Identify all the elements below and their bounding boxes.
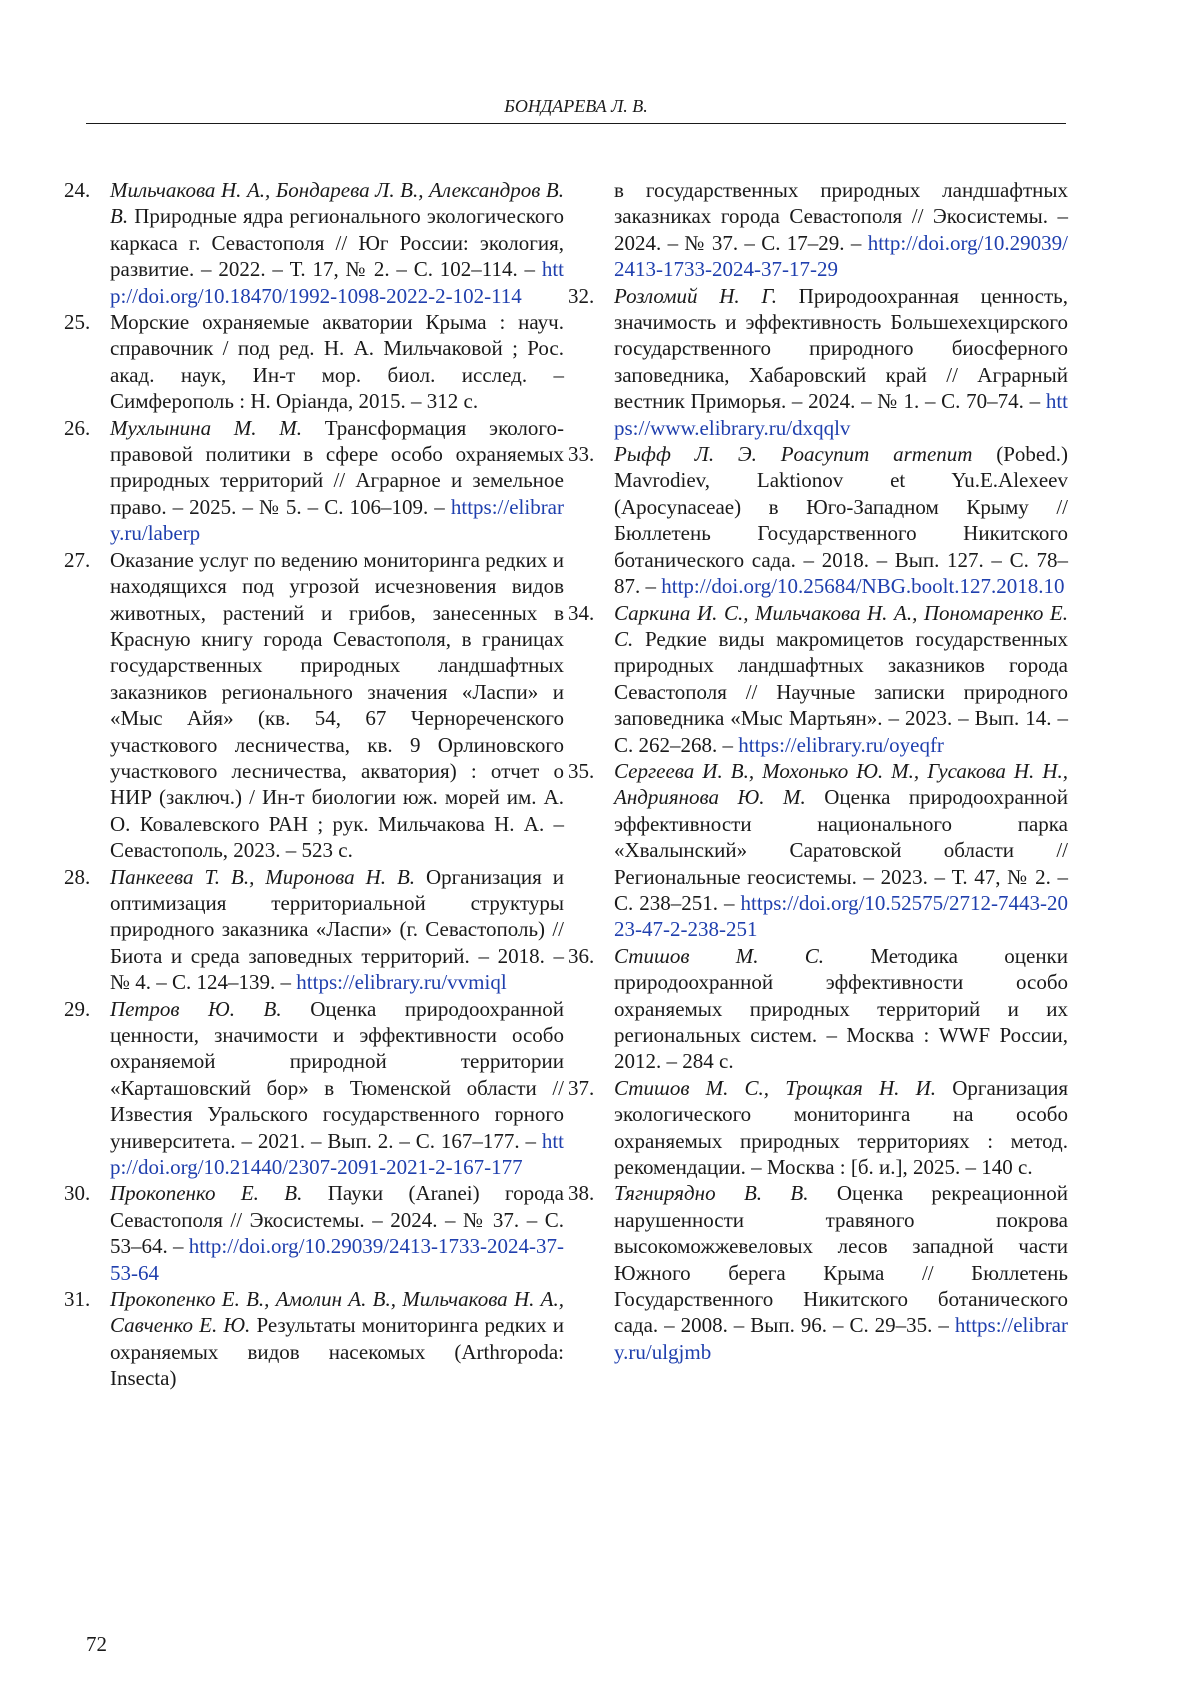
reference-text: Организация экологического мониторинга на особо охраняемых природных территориях : метод. рекомендации. – Москва : [б. и.], 2025. – 140 с. xyxy=(614,1075,1069,1180)
reference-authors: Тягнирядно В. В. xyxy=(614,1181,809,1206)
reference-body xyxy=(614,1180,1068,1365)
reference-authors: Сергеева И. В., Мохонько Ю. М., Гусакова Н. Н., Андриянова Ю. М. xyxy=(614,758,1068,810)
reference-text: Оценка рекреационной нарушенности травяного покрова высокоможжевеловых лесов западной части Южного берега Крыма // Бюллетень Государственного Никитского ботанического сада. – 2008. – Вып. 96. – С. 29–35. – xyxy=(614,1181,1069,1338)
reference-authors: Саркина И. С., Мильчакова Н. А., Пономаренко Е. С. xyxy=(614,600,1068,651)
reference-link[interactable]: https://elibrary.ru/ulgjmb xyxy=(614,1313,1069,1364)
reference-text: Методика оценки природоохранной эффективности особо охраняемых природных территорий и их региональных систем. – Москва : WWF России, 2012. – 284 с. xyxy=(614,943,1068,1074)
reference-link[interactable]: http://doi.org/10.21440/2307-2091-2021-2-167-177 xyxy=(110,1128,565,1180)
reference-33 xyxy=(568,441,1068,599)
reference-text: Оказание услуг по ведению мониторинга редких и находящихся под угрозой исчезновения видов животных, растений и грибов, занесенных в Красную книгу города Севастополя, в границах государственных природных ландшафтных заказников регионального значения «Ласпи» и «Мыс Айя» (кв. 54, 67 Чернореченского участкового лесничества, кв. 9 Орлиновского участкового лесничества, акватория) : отчет о НИР (заключ.) / Ин-т биологии юж. морей им. А. О. Ковалевского РАН ; рук. Мильчакова Н. А. – Севастополь, 2023. – 523 с. xyxy=(110,547,564,863)
reference-body xyxy=(110,1180,564,1286)
reference-text: Пауки (Aranei) города Севастополя // Экосистемы. – 2024. – № 37. – С. 53–64. – xyxy=(110,1181,565,1259)
reference-body xyxy=(110,547,564,864)
reference-number: 31. xyxy=(64,1287,91,1312)
right-column xyxy=(568,177,1068,1365)
reference-number: 28. xyxy=(64,864,91,889)
reference-authors: Розломий Н. Г. xyxy=(614,283,777,308)
reference-link[interactable]: https://elibrary.ru/laberp xyxy=(110,494,565,546)
reference-link[interactable]: http://doi.org/10.18470/1992-1098-2022-2-102-114 xyxy=(110,257,564,308)
reference-text: Редкие виды макромицетов государственных природных ландшафтных заказников города Севастополя // Научные записки природного заповедника «Мыс Мартьян». – 2023. – Вып. 14. – С. 262–268. – xyxy=(614,626,1068,757)
reference-32 xyxy=(568,283,1068,441)
left-column xyxy=(64,177,564,1392)
reference-body xyxy=(110,1286,564,1392)
reference-35 xyxy=(568,758,1068,943)
reference-text: Природоохранная ценность, значимость и эффективность Большехехцирского государственного природного биосферного заповедника, Хабаровский край // Аграрный вестник Приморья. – 2024. – № 1. – С. 70–74. – xyxy=(614,283,1069,414)
reference-body xyxy=(614,943,1068,1075)
reference-number: 37. xyxy=(568,1075,595,1100)
reference-27 xyxy=(64,547,564,864)
reference-link[interactable]: http://doi.org/10.29039/2413-1733-2024-37-53-64 xyxy=(110,1234,565,1285)
reference-30 xyxy=(64,1180,564,1286)
reference-number: 26. xyxy=(64,415,91,440)
reference-number: 30. xyxy=(64,1181,91,1206)
reference-link[interactable]: http://doi.org/10.29039/2413-1733-2024-37-17-29 xyxy=(614,230,1069,282)
reference-authors: Мухлынина М. М. xyxy=(110,415,303,440)
reference-number: 35. xyxy=(568,758,595,783)
reference-25 xyxy=(64,309,564,415)
reference-body xyxy=(614,1075,1068,1181)
reference-number: 29. xyxy=(64,996,91,1021)
reference-28 xyxy=(64,864,564,996)
reference-authors: Рыфф Л. Э. Poacynum armenum xyxy=(614,442,973,467)
reference-text: в государственных природных ландшафтных заказниках города Севастополя // Экосистемы. – 2024. – № 37. – С. 17–29. – xyxy=(614,178,1068,255)
reference-text: Трансформация эколого-правовой политики в сфере особо охраняемых природных территорий // Аграрное и земельное право. – 2025. – № 5. – С. 106–109. – xyxy=(110,415,564,519)
reference-31 xyxy=(64,1286,564,1392)
reference-number: 24. xyxy=(64,178,91,202)
reference-36 xyxy=(568,943,1068,1075)
reference-number: 34. xyxy=(568,600,595,625)
reference-37 xyxy=(568,1075,1068,1181)
reference-number: 27. xyxy=(64,547,91,572)
reference-number: 33. xyxy=(568,442,595,467)
reference-link[interactable]: https://www.elibrary.ru/dxqqlv xyxy=(614,389,1068,440)
reference-authors: Прокопенко Е. В., Амолин А. В., Мильчакова Н. А., Савченко Е. Ю. xyxy=(110,1287,564,1338)
reference-authors: Стишов М. С., Трощкая Н. И. xyxy=(614,1075,936,1100)
reference-authors: Стишов М. С. xyxy=(614,943,825,968)
reference-38 xyxy=(568,1180,1068,1365)
reference-body xyxy=(614,758,1068,943)
reference-body xyxy=(110,177,564,309)
reference-24 xyxy=(64,177,564,309)
reference-text: Организация и оптимизация территориальной структуры природного заказника «Ласпи» (г. Севастополь) // Биота и среда заповедных территорий. – 2018. – № 4. – С. 124–139. – xyxy=(110,864,564,995)
reference-body xyxy=(614,600,1068,758)
reference-text: Природные ядра регионального экологического каркаса г. Севастополя // Юг России: экология, развитие. – 2022. – Т. 17, № 2. – С. 102–114. – xyxy=(110,204,565,282)
reference-link[interactable]: http://doi.org/10.25684/NBG.boolt.127.2018.10 xyxy=(661,574,1065,599)
reference-authors: Мильчакова Н. А., Бондарева Л. В., Александров В. В. xyxy=(110,178,564,229)
reference-29 xyxy=(64,996,564,1181)
reference-body xyxy=(110,415,564,547)
reference-34 xyxy=(568,600,1068,758)
reference-text: Результаты мониторинга редких и охраняемых видов насекомых (Arthropoda: Insecta) xyxy=(110,1313,564,1391)
page-number: 72 xyxy=(86,1632,107,1656)
reference-body xyxy=(110,864,564,996)
reference-body xyxy=(110,996,564,1181)
reference-text: (Pobed.) Mavrodiev, Laktionov et Yu.E.Alexeev (Apocynaceae) в Юго-Западном Крыму // Бюллетень Государственного Никитского ботанического сада. – 2018. – Вып. 127. – С. 78–87. – xyxy=(614,442,1068,599)
reference-authors: Прокопенко Е. В. xyxy=(110,1181,303,1206)
reference-authors: Панкеева Т. В., Миронова Н. В. xyxy=(110,864,416,889)
reference-26 xyxy=(64,415,564,547)
reference-text: Оценка природоохранной эффективности национального парка «Хвалынский» Саратовской области // Региональные геосистемы. – 2023. – Т. 47, № 2. – С. 238–251. – xyxy=(614,785,1068,915)
reference-number: 25. xyxy=(64,310,91,335)
reference-body xyxy=(614,441,1068,599)
reference-body xyxy=(614,283,1068,441)
header-rule xyxy=(86,123,1066,124)
reference-body xyxy=(110,309,564,415)
reference-link[interactable]: https://elibrary.ru/vvmiql xyxy=(296,970,507,995)
running-header: БОНДАРЕВА Л. В. xyxy=(504,96,648,116)
reference-link[interactable]: https://doi.org/10.52575/2712-7443-2023-47-2-238-251 xyxy=(614,890,1068,942)
reference-authors: Петров Ю. В. xyxy=(110,996,282,1021)
reference-text: Оценка природоохранной ценности, значимости и эффективности особо охраняемой природной территории «Карташовский бор» в Тюменской области // Известия Уральского государственного горного университета. – 2021. – Вып. 2. – С. 167–177. – xyxy=(110,996,564,1153)
reference-number: 36. xyxy=(568,943,595,968)
reference-31-continuation xyxy=(568,177,1068,283)
reference-number: 32. xyxy=(568,283,595,308)
reference-number: 38. xyxy=(568,1181,595,1206)
reference-link[interactable]: https://elibrary.ru/oyeqfr xyxy=(738,732,944,757)
reference-text: Морские охраняемые акватории Крыма : науч. справочник / под ред. Н. А. Мильчаковой ; Рос. акад. наук, Ин-т мор. биол. исслед. – Симферополь : Н. Оріанда, 2015. – 312 с. xyxy=(110,310,564,414)
